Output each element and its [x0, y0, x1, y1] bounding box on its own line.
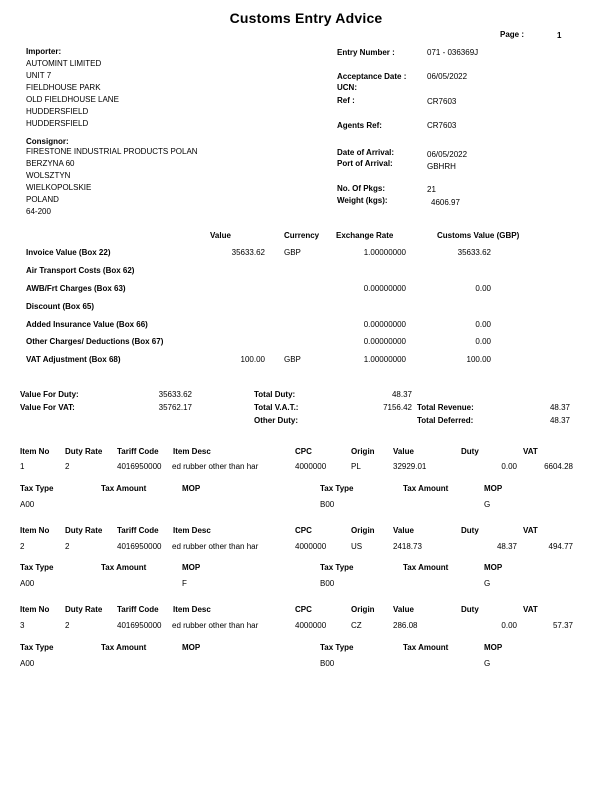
value-for-vat-label: Value For VAT:: [20, 403, 75, 412]
item-no-header: Item No: [20, 605, 50, 614]
tax-type: B00: [320, 500, 335, 509]
item-tariff-code: 4016950000: [117, 542, 162, 551]
total-revenue-value: 48.37: [549, 403, 570, 412]
total-duty-label: Total Duty:: [254, 390, 296, 399]
consignor-line: 64-200: [26, 207, 51, 216]
item-tariff-code: 4016950000: [117, 462, 162, 471]
total-revenue-label: Total Revenue:: [417, 403, 474, 412]
mop-header: MOP: [484, 643, 503, 652]
ucn-label: UCN:: [337, 83, 357, 92]
importer-line: AUTOMINT LIMITED: [26, 59, 102, 68]
valuation-value: 35633.62: [231, 248, 265, 257]
valuation-header-value: Value: [210, 231, 231, 240]
item-duty: 0.00: [501, 621, 517, 630]
valuation-customs: 0.00: [475, 337, 491, 346]
acceptance-date-label: Acceptance Date :: [337, 72, 407, 81]
consignor-line: BERZYNA 60: [26, 159, 75, 168]
consignor-line: WOLSZTYN: [26, 171, 71, 180]
item-no: 1: [20, 462, 25, 471]
tax-mop: G: [484, 659, 491, 668]
total-deferred-value: 48.37: [549, 416, 570, 425]
valuation-customs: 35633.62: [457, 248, 491, 257]
valuation-header-rate: Exchange Rate: [336, 231, 394, 240]
item-desc: ed rubber other than har: [172, 542, 259, 551]
agents-ref-label: Agents Ref:: [337, 121, 382, 130]
item-value: 2418.73: [393, 542, 422, 551]
mop-header: MOP: [182, 643, 201, 652]
vat-header: VAT: [523, 526, 538, 535]
item-no-header: Item No: [20, 447, 50, 456]
tax-type-header: Tax Type: [320, 643, 354, 652]
valuation-rate: 0.00000000: [363, 337, 406, 346]
valuation-header-currency: Currency: [284, 231, 320, 240]
consignor-line: FIRESTONE INDUSTRIAL PRODUCTS POLAN: [26, 147, 198, 156]
tax-type: B00: [320, 659, 335, 668]
item-desc: ed rubber other than har: [172, 462, 259, 471]
tax-amount-header: Tax Amount: [403, 563, 449, 572]
cpc-header: CPC: [295, 526, 312, 535]
acceptance-date-value: 06/05/2022: [427, 72, 468, 81]
document-title: Customs Entry Advice: [229, 10, 383, 26]
value-for-duty-value: 35633.62: [158, 390, 192, 399]
item-duty-rate: 2: [65, 542, 70, 551]
ref-label: Ref :: [337, 96, 355, 105]
vat-header: VAT: [523, 447, 538, 456]
item-no: 3: [20, 621, 25, 630]
tax-amount-header: Tax Amount: [101, 563, 147, 572]
importer-line: HUDDERSFIELD: [26, 119, 89, 128]
item-cpc: 4000000: [295, 542, 327, 551]
tax-type-header: Tax Type: [20, 484, 54, 493]
other-duty-label: Other Duty:: [254, 416, 298, 425]
arrival-date-value: 06/05/2022: [427, 150, 468, 159]
consignor-line: POLAND: [26, 195, 59, 204]
valuation-currency: GBP: [284, 248, 301, 257]
valuation-label: AWB/Frt Charges (Box 63): [26, 284, 126, 293]
total-vat-label: Total V.A.T.:: [254, 403, 299, 412]
valuation-label: Other Charges/ Deductions (Box 67): [26, 337, 164, 346]
cpc-header: CPC: [295, 447, 312, 456]
duty-rate-header: Duty Rate: [65, 605, 103, 614]
tax-amount-header: Tax Amount: [403, 643, 449, 652]
entry-number-value: 071 - 036369J: [427, 48, 479, 57]
item-no: 2: [20, 542, 25, 551]
valuation-label: Invoice Value (Box 22): [26, 248, 111, 257]
item-vat: 6604.28: [544, 462, 573, 471]
cpc-header: CPC: [295, 605, 312, 614]
importer-address: [26, 59, 119, 131]
origin-header: Origin: [351, 447, 375, 456]
value-for-duty-label: Value For Duty:: [20, 390, 79, 399]
origin-header: Origin: [351, 605, 375, 614]
item-value: 286.08: [393, 621, 418, 630]
value-header: Value: [393, 447, 414, 456]
importer-line: HUDDERSFIELD: [26, 107, 89, 116]
item-no-header: Item No: [20, 526, 50, 535]
value-header: Value: [393, 526, 414, 535]
item-cpc: 4000000: [295, 462, 327, 471]
duty-header: Duty: [461, 526, 479, 535]
valuation-label: Discount (Box 65): [26, 302, 95, 311]
tax-amount-header: Tax Amount: [101, 484, 147, 493]
valuation-currency: GBP: [284, 355, 301, 364]
mop-header: MOP: [484, 484, 503, 493]
tax-mop: F: [182, 579, 187, 588]
item-tariff-code: 4016950000: [117, 621, 162, 630]
item-duty: 48.37: [496, 542, 517, 551]
tax-amount-header: Tax Amount: [101, 643, 147, 652]
total-deferred-label: Total Deferred:: [417, 416, 474, 425]
valuation-customs: 0.00: [475, 284, 491, 293]
valuation-label: Air Transport Costs (Box 62): [26, 266, 135, 275]
item-desc-header: Item Desc: [173, 526, 211, 535]
valuation-label: VAT Adjustment (Box 68): [26, 355, 121, 364]
importer-label: Importer:: [26, 47, 62, 56]
valuation-rate: 0.00000000: [363, 320, 406, 329]
valuation-rate: 0.00000000: [363, 284, 406, 293]
value-header: Value: [393, 605, 414, 614]
value-for-vat-value: 35762.17: [158, 403, 192, 412]
tax-type-header: Tax Type: [320, 563, 354, 572]
tax-mop: G: [484, 579, 491, 588]
tax-type: A00: [20, 659, 35, 668]
consignor-line: WIELKOPOLSKIE: [26, 183, 92, 192]
arrival-port-label: Port of Arrival:: [337, 159, 393, 168]
page-number: 1: [557, 31, 562, 40]
mop-header: MOP: [182, 484, 201, 493]
tax-type: A00: [20, 579, 35, 588]
item-duty-rate: 2: [65, 621, 70, 630]
page-label: Page :: [500, 30, 525, 39]
tax-type: B00: [320, 579, 335, 588]
tax-amount-header: Tax Amount: [403, 484, 449, 493]
duty-header: Duty: [461, 605, 479, 614]
duty-header: Duty: [461, 447, 479, 456]
valuation-header-customs: Customs Value (GBP): [437, 231, 520, 240]
valuation-value: 100.00: [240, 355, 265, 364]
item-desc: ed rubber other than har: [172, 621, 259, 630]
ref-value: CR7603: [427, 97, 457, 106]
origin-header: Origin: [351, 526, 375, 535]
tax-type-header: Tax Type: [20, 643, 54, 652]
tax-type-header: Tax Type: [20, 563, 54, 572]
tax-mop: G: [484, 500, 491, 509]
item-vat: 57.37: [552, 621, 573, 630]
item-desc-header: Item Desc: [173, 447, 211, 456]
valuation-customs: 0.00: [475, 320, 491, 329]
total-vat-value: 7156.42: [383, 403, 412, 412]
consignor-label: Consignor:: [26, 137, 69, 146]
weight-value: 4606.97: [431, 198, 460, 207]
item-duty: 0.00: [501, 462, 517, 471]
packages-label: No. Of Pkgs:: [337, 184, 386, 193]
item-vat: 494.77: [548, 542, 573, 551]
tariff-code-header: Tariff Code: [117, 447, 159, 456]
duty-rate-header: Duty Rate: [65, 447, 103, 456]
entry-number-label: Entry Number :: [337, 48, 395, 57]
mop-header: MOP: [484, 563, 503, 572]
item-origin: US: [351, 542, 363, 551]
valuation-customs: 100.00: [466, 355, 491, 364]
packages-value: 21: [427, 185, 436, 194]
vat-header: VAT: [523, 605, 538, 614]
agents-ref-value: CR7603: [427, 121, 457, 130]
tax-type: A00: [20, 500, 35, 509]
valuation-rate: 1.00000000: [363, 355, 406, 364]
item-desc-header: Item Desc: [173, 605, 211, 614]
importer-line: OLD FIELDHOUSE LANE: [26, 95, 119, 104]
duty-rate-header: Duty Rate: [65, 526, 103, 535]
mop-header: MOP: [182, 563, 201, 572]
tariff-code-header: Tariff Code: [117, 526, 159, 535]
importer-line: FIELDHOUSE PARK: [26, 83, 101, 92]
item-value: 32929.01: [393, 462, 427, 471]
tax-type-header: Tax Type: [320, 484, 354, 493]
item-duty-rate: 2: [65, 462, 70, 471]
item-cpc: 4000000: [295, 621, 327, 630]
arrival-port-value: GBHRH: [427, 162, 456, 171]
valuation-rate: 1.00000000: [363, 248, 406, 257]
total-duty-value: 48.37: [391, 390, 412, 399]
importer-line: UNIT 7: [26, 71, 52, 80]
tariff-code-header: Tariff Code: [117, 605, 159, 614]
valuation-label: Added Insurance Value (Box 66): [26, 320, 148, 329]
consignor-address: [26, 147, 198, 219]
item-origin: CZ: [351, 621, 362, 630]
item-origin: PL: [351, 462, 361, 471]
weight-label: Weight (kgs):: [337, 196, 388, 205]
arrival-date-label: Date of Arrival:: [337, 148, 395, 157]
